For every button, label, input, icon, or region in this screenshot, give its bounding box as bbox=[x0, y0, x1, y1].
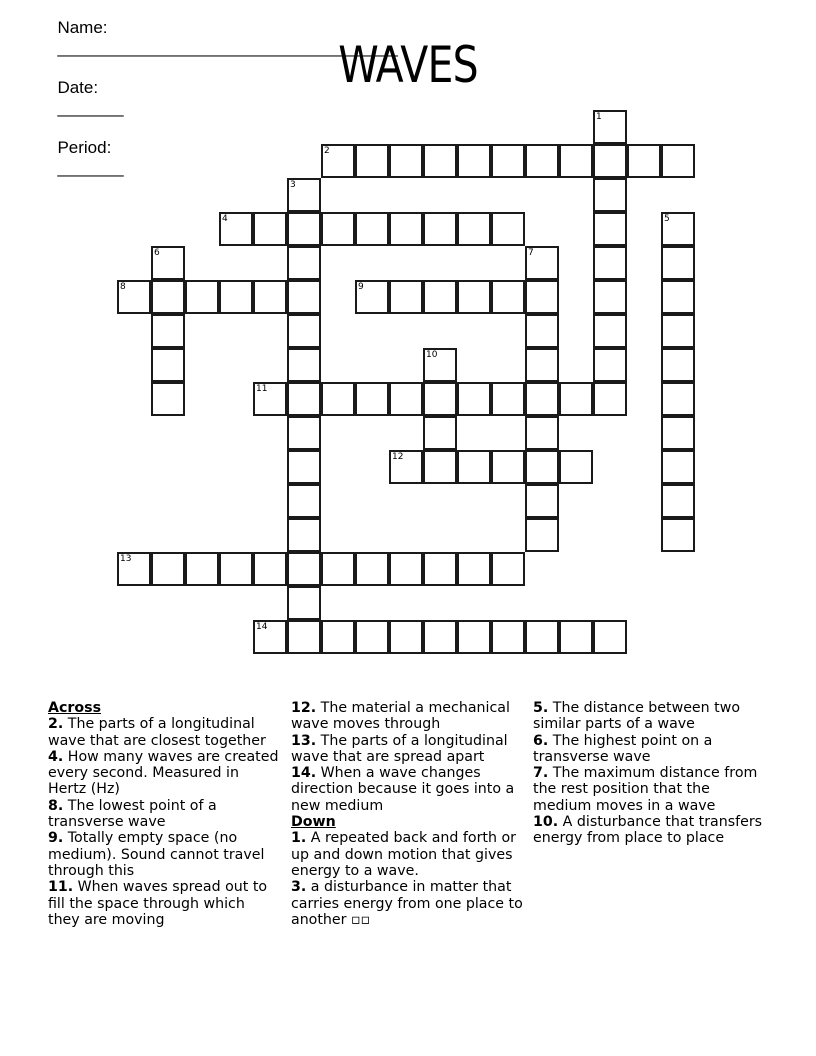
grid-cell[interactable] bbox=[287, 416, 321, 450]
letter-input[interactable] bbox=[527, 418, 557, 448]
grid-cell[interactable] bbox=[321, 144, 355, 178]
letter-input[interactable] bbox=[289, 282, 319, 312]
grid-cell[interactable] bbox=[593, 178, 627, 212]
letter-input[interactable] bbox=[663, 452, 693, 482]
grid-cell[interactable] bbox=[593, 280, 627, 314]
grid-cell[interactable] bbox=[151, 348, 185, 382]
letter-input[interactable] bbox=[527, 384, 557, 414]
grid-cell[interactable] bbox=[457, 212, 491, 246]
grid-cell[interactable] bbox=[525, 620, 559, 654]
grid-cell[interactable] bbox=[287, 382, 321, 416]
letter-input[interactable] bbox=[527, 146, 557, 176]
grid-cell[interactable] bbox=[389, 382, 423, 416]
grid-cell[interactable] bbox=[253, 382, 287, 416]
letter-input[interactable] bbox=[493, 554, 523, 584]
grid-cell[interactable] bbox=[661, 212, 695, 246]
letter-input[interactable] bbox=[595, 316, 625, 346]
grid-cell[interactable] bbox=[457, 620, 491, 654]
grid-cell[interactable] bbox=[219, 212, 253, 246]
letter-input[interactable] bbox=[289, 350, 319, 380]
clue-down-1: 1. A repeated back and forth or up and down motion that gives energy to a wave. bbox=[291, 830, 516, 879]
letter-input[interactable] bbox=[153, 554, 183, 584]
letter-input[interactable] bbox=[663, 316, 693, 346]
letter-input[interactable] bbox=[323, 214, 353, 244]
grid-cell[interactable] bbox=[661, 450, 695, 484]
grid-cell[interactable] bbox=[219, 280, 253, 314]
clue-down-5: 5. The distance between two similar parts of a wave bbox=[533, 700, 741, 733]
grid-cell[interactable] bbox=[457, 144, 491, 178]
grid-cell[interactable] bbox=[525, 314, 559, 348]
letter-input[interactable] bbox=[663, 520, 693, 550]
letter-input[interactable] bbox=[493, 282, 523, 312]
grid-cell[interactable] bbox=[457, 450, 491, 484]
grid-cell[interactable] bbox=[253, 552, 287, 586]
letter-input[interactable] bbox=[561, 146, 591, 176]
letter-input[interactable] bbox=[425, 418, 455, 448]
grid-cell[interactable] bbox=[423, 450, 457, 484]
letter-input[interactable] bbox=[663, 248, 693, 278]
grid-cell[interactable] bbox=[287, 178, 321, 212]
period-blank[interactable]: _______ bbox=[57, 158, 124, 177]
letter-input[interactable] bbox=[391, 214, 421, 244]
letter-input[interactable] bbox=[357, 622, 387, 652]
grid-cell[interactable] bbox=[525, 518, 559, 552]
clue-number-label: 4 bbox=[222, 214, 228, 224]
grid-cell[interactable] bbox=[423, 348, 457, 382]
grid-cell[interactable] bbox=[423, 382, 457, 416]
letter-input[interactable] bbox=[527, 248, 557, 278]
grid-cell[interactable] bbox=[287, 586, 321, 620]
letter-input[interactable] bbox=[119, 554, 149, 584]
grid-cell[interactable] bbox=[661, 484, 695, 518]
crossword-grid bbox=[117, 110, 717, 670]
grid-cell[interactable] bbox=[525, 348, 559, 382]
letter-input[interactable] bbox=[493, 622, 523, 652]
letter-input[interactable] bbox=[595, 112, 625, 142]
grid-cell[interactable] bbox=[321, 620, 355, 654]
grid-cell[interactable] bbox=[287, 518, 321, 552]
letter-input[interactable] bbox=[459, 452, 489, 482]
letter-input[interactable] bbox=[629, 146, 659, 176]
grid-cell[interactable] bbox=[491, 552, 525, 586]
letter-input[interactable] bbox=[595, 214, 625, 244]
letter-input[interactable] bbox=[459, 384, 489, 414]
letter-input[interactable] bbox=[561, 622, 591, 652]
grid-cell[interactable] bbox=[661, 144, 695, 178]
grid-cell[interactable] bbox=[253, 212, 287, 246]
clue-number-label: 13 bbox=[120, 554, 132, 564]
grid-cell[interactable] bbox=[253, 620, 287, 654]
grid-cell[interactable] bbox=[287, 348, 321, 382]
letter-input[interactable] bbox=[425, 554, 455, 584]
letter-input[interactable] bbox=[357, 282, 387, 312]
letter-input[interactable] bbox=[255, 214, 285, 244]
grid-cell[interactable] bbox=[151, 314, 185, 348]
grid-cell[interactable] bbox=[151, 552, 185, 586]
letter-input[interactable] bbox=[153, 282, 183, 312]
clue-across-9: 9. Totally empty space (no medium). Sound cannot travel through this bbox=[48, 830, 265, 879]
letter-input[interactable] bbox=[663, 282, 693, 312]
letter-input[interactable] bbox=[153, 350, 183, 380]
letter-input[interactable] bbox=[595, 180, 625, 210]
clue-number-label: 1 bbox=[596, 112, 602, 122]
letter-input[interactable] bbox=[425, 452, 455, 482]
letter-input[interactable] bbox=[289, 384, 319, 414]
clues-column-3 bbox=[533, 700, 768, 847]
date-label: Date: bbox=[57, 78, 99, 97]
letter-input[interactable] bbox=[221, 214, 251, 244]
letter-input[interactable] bbox=[595, 350, 625, 380]
letter-input[interactable] bbox=[289, 248, 319, 278]
grid-cell[interactable] bbox=[287, 246, 321, 280]
grid-cell[interactable] bbox=[423, 416, 457, 450]
clue-number-label: 14 bbox=[256, 622, 268, 632]
letter-input[interactable] bbox=[595, 384, 625, 414]
grid-cell[interactable] bbox=[593, 382, 627, 416]
grid-cell[interactable] bbox=[661, 416, 695, 450]
grid-cell[interactable] bbox=[525, 280, 559, 314]
grid-cell[interactable] bbox=[151, 280, 185, 314]
clue-across-13: 13. The parts of a longitudinal wave that are spread apart bbox=[291, 732, 508, 765]
grid-cell[interactable] bbox=[559, 144, 593, 178]
grid-cell[interactable] bbox=[389, 144, 423, 178]
letter-input[interactable] bbox=[187, 282, 217, 312]
grid-cell[interactable] bbox=[389, 552, 423, 586]
letter-input[interactable] bbox=[425, 384, 455, 414]
letter-input[interactable] bbox=[425, 622, 455, 652]
grid-cell[interactable] bbox=[491, 144, 525, 178]
letter-input[interactable] bbox=[425, 146, 455, 176]
letter-input[interactable] bbox=[221, 282, 251, 312]
letter-input[interactable] bbox=[289, 520, 319, 550]
grid-cell[interactable] bbox=[355, 552, 389, 586]
clue-number-label: 2 bbox=[324, 146, 330, 156]
clue-down-3: 3. a disturbance in matter that carries energy from one place to another ▫▫ bbox=[291, 879, 523, 928]
letter-input[interactable] bbox=[289, 180, 319, 210]
letter-input[interactable] bbox=[391, 554, 421, 584]
clues-column-2 bbox=[291, 700, 526, 928]
down-heading: Down bbox=[291, 814, 336, 831]
grid-cell[interactable] bbox=[525, 484, 559, 518]
grid-cell[interactable] bbox=[593, 212, 627, 246]
letter-input[interactable] bbox=[289, 214, 319, 244]
clue-number-label: 8 bbox=[120, 282, 126, 292]
grid-cell[interactable] bbox=[491, 620, 525, 654]
clue-number-label: 7 bbox=[528, 248, 534, 258]
clue-number-label: 9 bbox=[358, 282, 364, 292]
letter-input[interactable] bbox=[459, 622, 489, 652]
across-heading: Across bbox=[48, 700, 102, 716]
letter-input[interactable] bbox=[663, 384, 693, 414]
grid-cell[interactable] bbox=[661, 518, 695, 552]
letter-input[interactable] bbox=[459, 146, 489, 176]
letter-input[interactable] bbox=[357, 384, 387, 414]
letter-input[interactable] bbox=[527, 486, 557, 516]
letter-input[interactable] bbox=[391, 622, 421, 652]
grid-cell[interactable] bbox=[491, 212, 525, 246]
letter-input[interactable] bbox=[527, 622, 557, 652]
grid-cell[interactable] bbox=[423, 552, 457, 586]
grid-cell[interactable] bbox=[423, 144, 457, 178]
grid-cell[interactable] bbox=[389, 620, 423, 654]
letter-input[interactable] bbox=[119, 282, 149, 312]
grid-cell[interactable] bbox=[661, 382, 695, 416]
letter-input[interactable] bbox=[527, 282, 557, 312]
grid-cell[interactable] bbox=[253, 280, 287, 314]
grid-cell[interactable] bbox=[321, 382, 355, 416]
grid-cell[interactable] bbox=[457, 382, 491, 416]
grid-cell[interactable] bbox=[355, 620, 389, 654]
letter-input[interactable] bbox=[289, 316, 319, 346]
grid-cell[interactable] bbox=[627, 144, 661, 178]
letter-input[interactable] bbox=[561, 452, 591, 482]
letter-input[interactable] bbox=[459, 554, 489, 584]
letter-input[interactable] bbox=[153, 384, 183, 414]
grid-cell[interactable] bbox=[491, 382, 525, 416]
letter-input[interactable] bbox=[391, 384, 421, 414]
grid-cell[interactable] bbox=[593, 620, 627, 654]
grid-cell[interactable] bbox=[185, 552, 219, 586]
clue-down-10: 10. A disturbance that transfers energy from place to place bbox=[533, 814, 763, 847]
letter-input[interactable] bbox=[425, 214, 455, 244]
date-blank[interactable]: _______ bbox=[57, 98, 124, 117]
letter-input[interactable] bbox=[357, 554, 387, 584]
letter-input[interactable] bbox=[255, 384, 285, 414]
letter-input[interactable] bbox=[595, 248, 625, 278]
letter-input[interactable] bbox=[493, 146, 523, 176]
grid-cell[interactable] bbox=[525, 144, 559, 178]
grid-cell[interactable] bbox=[457, 552, 491, 586]
clue-number-label: 3 bbox=[290, 180, 296, 190]
grid-cell[interactable] bbox=[287, 484, 321, 518]
grid-cell[interactable] bbox=[185, 280, 219, 314]
grid-cell[interactable] bbox=[287, 620, 321, 654]
period-label: Period: bbox=[57, 138, 112, 157]
letter-input[interactable] bbox=[595, 622, 625, 652]
letter-input[interactable] bbox=[527, 316, 557, 346]
letter-input[interactable] bbox=[663, 350, 693, 380]
grid-cell[interactable] bbox=[321, 212, 355, 246]
letter-input[interactable] bbox=[153, 248, 183, 278]
clue-across-12: 12. The material a mechanical wave moves through bbox=[291, 700, 510, 733]
grid-cell[interactable] bbox=[321, 552, 355, 586]
letter-input[interactable] bbox=[459, 214, 489, 244]
grid-cell[interactable] bbox=[117, 280, 151, 314]
grid-cell[interactable] bbox=[525, 416, 559, 450]
name-blank[interactable]: ____________________________________ bbox=[57, 38, 398, 57]
letter-input[interactable] bbox=[289, 622, 319, 652]
grid-cell[interactable] bbox=[287, 280, 321, 314]
letter-input[interactable] bbox=[595, 282, 625, 312]
grid-cell[interactable] bbox=[287, 552, 321, 586]
name-label: Name: bbox=[57, 18, 108, 37]
clue-number-label: 6 bbox=[154, 248, 160, 258]
clue-across-11: 11. When waves spread out to fill the space through which they are moving bbox=[48, 879, 268, 928]
grid-cell[interactable] bbox=[559, 450, 593, 484]
grid-cell[interactable] bbox=[491, 280, 525, 314]
grid-cell[interactable] bbox=[525, 450, 559, 484]
letter-input[interactable] bbox=[459, 282, 489, 312]
clue-across-4: 4. How many waves are created every second. Measured in Hertz (Hz) bbox=[48, 748, 279, 798]
grid-cell[interactable] bbox=[593, 348, 627, 382]
grid-cell[interactable] bbox=[457, 280, 491, 314]
letter-input[interactable] bbox=[255, 554, 285, 584]
letter-input[interactable] bbox=[255, 282, 285, 312]
clue-down-7: 7. The maximum distance from the rest position that the medium moves in a wave bbox=[533, 765, 758, 814]
grid-cell[interactable] bbox=[559, 620, 593, 654]
letter-input[interactable] bbox=[663, 146, 693, 176]
grid-cell[interactable] bbox=[287, 212, 321, 246]
letter-input[interactable] bbox=[391, 452, 421, 482]
clue-across-14: 14. When a wave changes direction because it goes into a new medium bbox=[291, 765, 515, 814]
letter-input[interactable] bbox=[391, 282, 421, 312]
letter-input[interactable] bbox=[289, 452, 319, 482]
letter-input[interactable] bbox=[663, 214, 693, 244]
letter-input[interactable] bbox=[493, 452, 523, 482]
grid-cell[interactable] bbox=[355, 212, 389, 246]
letter-input[interactable] bbox=[187, 554, 217, 584]
grid-cell[interactable] bbox=[593, 110, 627, 144]
clues-column-1 bbox=[48, 700, 280, 928]
grid-cell[interactable] bbox=[287, 450, 321, 484]
grid-cell[interactable] bbox=[389, 280, 423, 314]
letter-input[interactable] bbox=[289, 486, 319, 516]
letter-input[interactable] bbox=[221, 554, 251, 584]
grid-cell[interactable] bbox=[525, 246, 559, 280]
letter-input[interactable] bbox=[357, 146, 387, 176]
grid-cell[interactable] bbox=[287, 314, 321, 348]
grid-cell[interactable] bbox=[151, 246, 185, 280]
letter-input[interactable] bbox=[527, 452, 557, 482]
grid-cell[interactable] bbox=[593, 314, 627, 348]
letter-input[interactable] bbox=[663, 418, 693, 448]
letter-input[interactable] bbox=[595, 146, 625, 176]
letter-input[interactable] bbox=[153, 316, 183, 346]
grid-cell[interactable] bbox=[525, 382, 559, 416]
letter-input[interactable] bbox=[255, 622, 285, 652]
clue-down-6: 6. The highest point on a transverse wave bbox=[533, 732, 713, 765]
letter-input[interactable] bbox=[561, 384, 591, 414]
clue-number-label: 10 bbox=[426, 350, 438, 360]
grid-cell[interactable] bbox=[355, 144, 389, 178]
clue-number-label: 12 bbox=[392, 452, 404, 462]
letter-input[interactable] bbox=[527, 350, 557, 380]
grid-cell[interactable] bbox=[423, 212, 457, 246]
grid-cell[interactable] bbox=[661, 314, 695, 348]
grid-cell[interactable] bbox=[423, 280, 457, 314]
letter-input[interactable] bbox=[323, 146, 353, 176]
grid-cell[interactable] bbox=[661, 246, 695, 280]
grid-cell[interactable] bbox=[355, 280, 389, 314]
letter-input[interactable] bbox=[425, 282, 455, 312]
grid-cell[interactable] bbox=[593, 246, 627, 280]
letter-input[interactable] bbox=[289, 554, 319, 584]
letter-input[interactable] bbox=[425, 350, 455, 380]
clue-number-label: 5 bbox=[664, 214, 670, 224]
letter-input[interactable] bbox=[323, 384, 353, 414]
letter-input[interactable] bbox=[391, 146, 421, 176]
letter-input[interactable] bbox=[527, 520, 557, 550]
grid-cell[interactable] bbox=[151, 382, 185, 416]
grid-cell[interactable] bbox=[661, 348, 695, 382]
letter-input[interactable] bbox=[323, 622, 353, 652]
puzzle-title: WAVES bbox=[338, 36, 478, 94]
clue-across-2: 2. The parts of a longitudinal wave that are closest together bbox=[48, 716, 266, 749]
grid-cell[interactable] bbox=[661, 280, 695, 314]
letter-input[interactable] bbox=[493, 384, 523, 414]
letter-input[interactable] bbox=[289, 588, 319, 618]
letter-input[interactable] bbox=[663, 486, 693, 516]
letter-input[interactable] bbox=[493, 214, 523, 244]
grid-cell[interactable] bbox=[219, 552, 253, 586]
clue-number-label: 11 bbox=[256, 384, 268, 394]
letter-input[interactable] bbox=[289, 418, 319, 448]
letter-input[interactable] bbox=[323, 554, 353, 584]
grid-cell[interactable] bbox=[389, 212, 423, 246]
clue-across-8: 8. The lowest point of a transverse wave bbox=[48, 797, 217, 831]
letter-input[interactable] bbox=[357, 214, 387, 244]
grid-cell[interactable] bbox=[389, 450, 423, 484]
grid-cell[interactable] bbox=[491, 450, 525, 484]
grid-cell[interactable] bbox=[593, 144, 627, 178]
grid-cell[interactable] bbox=[355, 382, 389, 416]
grid-cell[interactable] bbox=[117, 552, 151, 586]
grid-cell[interactable] bbox=[423, 620, 457, 654]
grid-cell[interactable] bbox=[559, 382, 593, 416]
